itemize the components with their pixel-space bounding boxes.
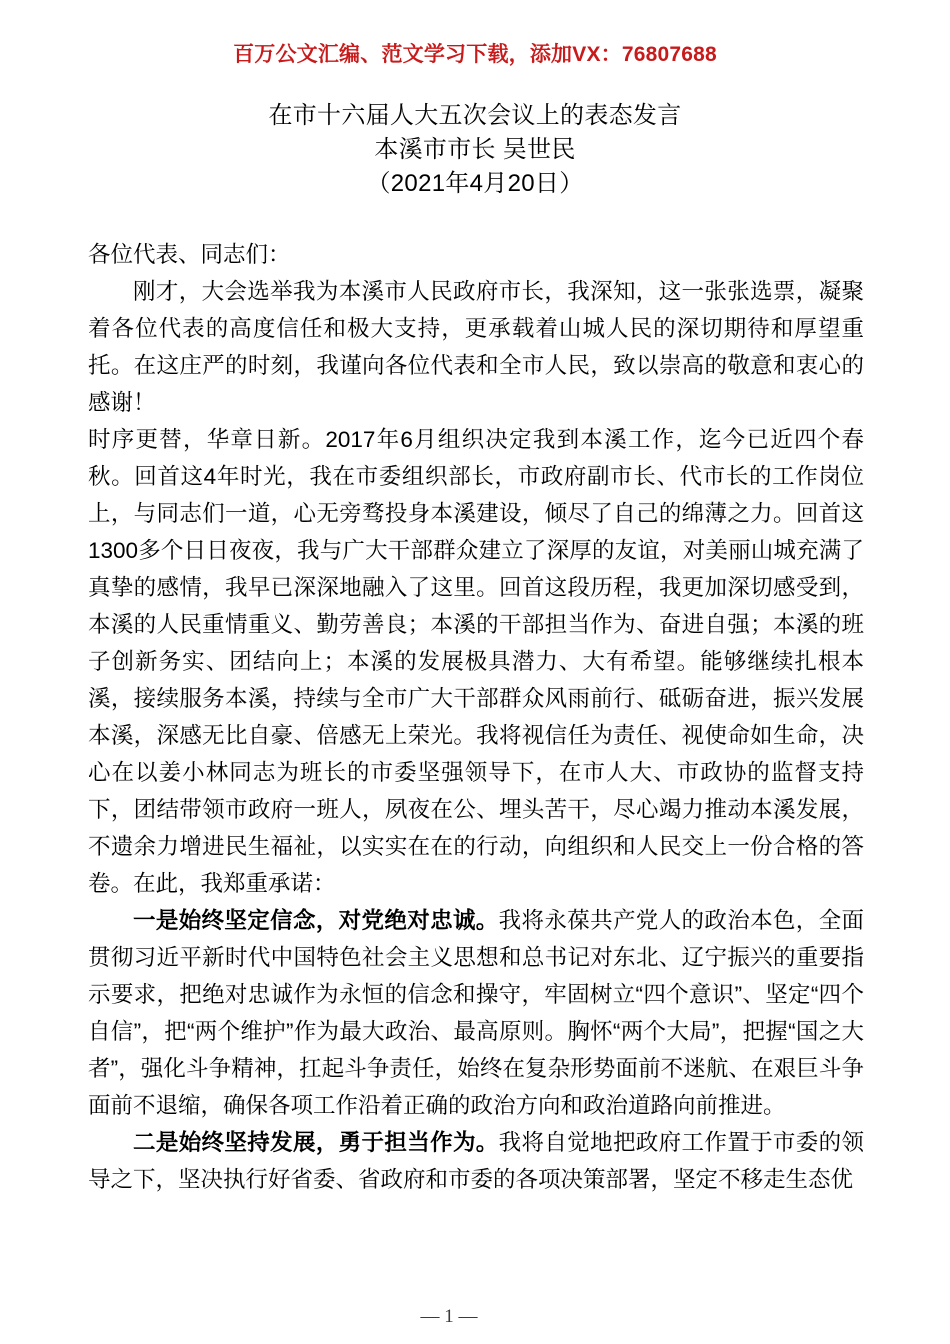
commitment-2-lead: 二是始终坚持发展，勇于担当作为。 <box>133 1130 499 1155</box>
paragraph-1: 刚才，大会选举我为本溪市人民政府市长，我深知，这一张张选票，凝聚着各位代表的高度信任和极大支持，更承载着山城人民的深切期待和厚望重托。在这庄严的时刻，我谨向各位代表和全市人民，致以崇高的敬意和衷心的感谢！ <box>88 279 864 415</box>
title-block <box>0 99 950 201</box>
page-number-footer: — 1 — <box>420 1306 478 1327</box>
commitment-1 <box>88 902 864 1124</box>
commitment-1-lead: 一是始终坚定信念，对党绝对忠诚。 <box>133 908 499 933</box>
promo-banner: 百万公文汇编、范文学习下载，添加VX：76807688 <box>233 43 717 66</box>
salutation-line: 各位代表、同志们： <box>88 242 291 267</box>
commitment-1-text: 我将永葆共产党人的政治本色，全面贯彻习近平新时代中国特色社会主义思想和总书记对东北、辽宁振兴的重要指示要求，把绝对忠诚作为永恒的信念和操守，牢固树立“四个意识”、坚定“四个自信”，把“两个维护”作为最大政治、最高原则。胸怀“两个大局”，把握“国之大者”，强化斗争精神，扛起斗争责任，始终在复杂形势面前不迷航、在艰巨斗争面前不退缩，确保各项工作沿着正确的政治方向和政治道路向前推进。 <box>88 908 864 1118</box>
document-subtitle: 本溪市市长 吴世民 <box>374 136 576 163</box>
commitment-2-text: 我将自觉地把政府工作置于市委的领导之下，坚决执行好省委、省政府和市委的各项决策部署，坚定不移走生态优 <box>88 1130 864 1192</box>
paragraph-2: 时序更替，华章日新。2017年6月组织决定我到本溪工作，迄今已近四个春秋。回首这4年时光，我在市委组织部长，市政府副市长、代市长的工作岗位上，与同志们一道，心无旁骛投身本溪建设，倾尽了自己的绵薄之力。回首这1300多个日日夜夜，我与广大干部群众建立了深厚的友谊，对美丽山城充满了真挚的感情，我早已深深地融入了这里。回首这段历程，我更加深切感受到，本溪的人民重情重义、勤劳善良；本溪的干部担当作为、奋进自强；本溪的班子创新务实、团结向上；本溪的发展极具潜力、大有希望。能够继续扎根本溪，接续服务本溪，持续与全市广大干部群众风雨前行、砥砺奋进，振兴发展本溪，深感无比自豪、倍感无上荣光。我将视信任为责任、视使命如生命，决心在以姜小林同志为班长的市委坚强领导下，在市人大、市政协的监督支持下，团结带领市政府一班人，夙夜在公、埋头苦干，尽心竭力推动本溪发展，不遗余力增进民生福祉，以实实在在的行动，向组织和人民交上一份合格的答卷。在此，我郑重承诺： <box>88 427 864 896</box>
document-title: 在市十六届人大五次会议上的表态发言 <box>268 102 682 129</box>
commitment-2 <box>88 1124 864 1198</box>
document-date: （2021年4月20日） <box>366 170 584 197</box>
document-body <box>88 236 864 1198</box>
